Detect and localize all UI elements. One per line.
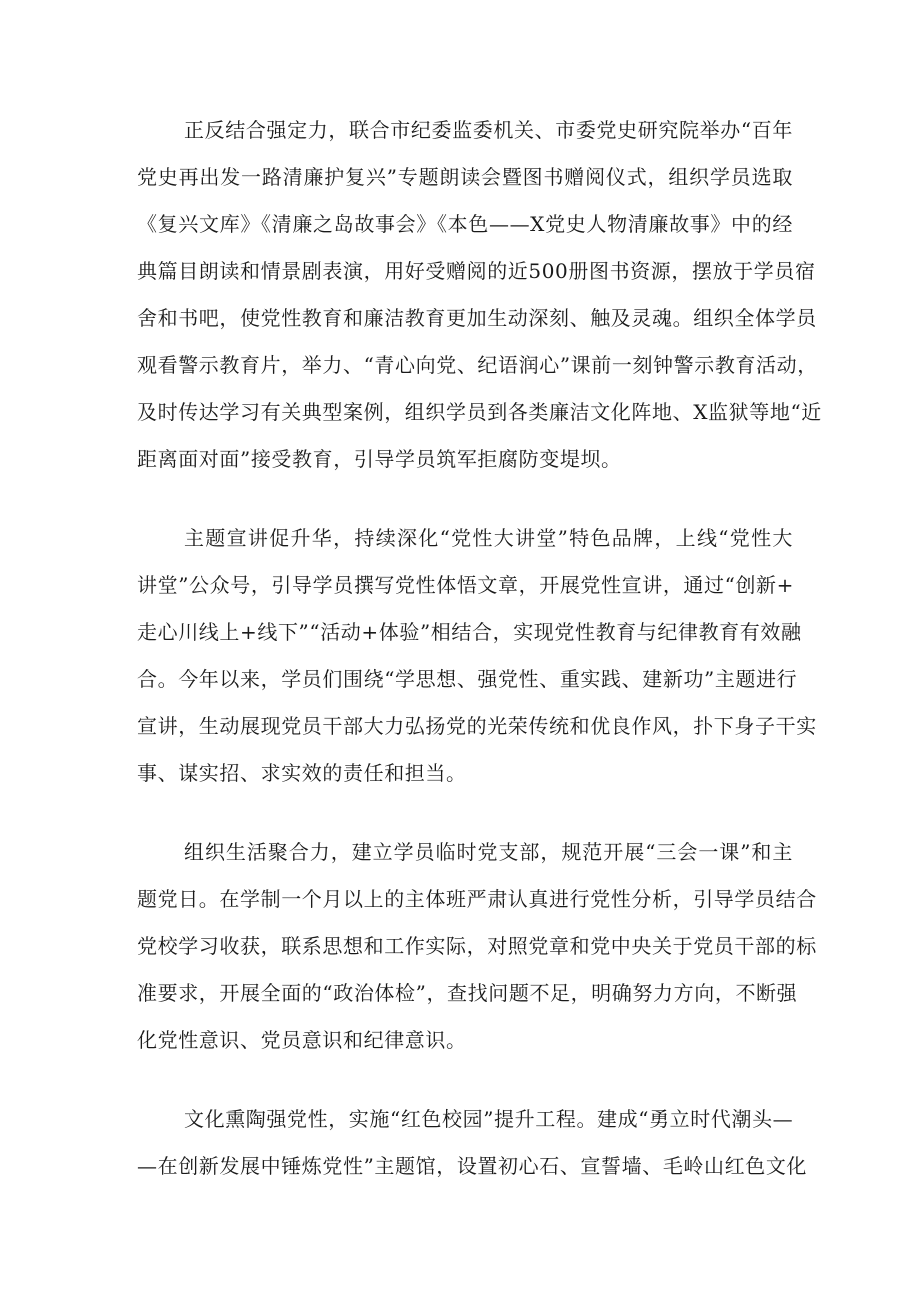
text-line: 舍和书吧，使党性教育和廉洁教育更加生动深刻、触及灵魂。组织全体学员 bbox=[137, 306, 817, 330]
text-line: 题党日。在学制一个月以上的主体班严肃认真进行党性分析，引导学员结合 bbox=[137, 887, 817, 911]
text-line: —在创新发展中锤炼党性”主题馆，设置初心石、宣誓墙、毛岭山红色文化 bbox=[137, 1154, 808, 1178]
text-line: 合。今年以来，学员们围绕“学思想、强党性、重实践、建新功”主题进行 bbox=[137, 667, 798, 691]
text-line: 化党性意识、党员意识和纪律意识。 bbox=[137, 1028, 467, 1052]
text-line: 走心川线上+线下”“活动+体验”相结合，实现党性教育与纪律教育有效融 bbox=[137, 620, 802, 644]
text-line: 宣讲，生动展现党员干部大力弘扬党的光荣传统和优良作风，扑下身子干实 bbox=[137, 714, 817, 738]
text-line: 正反结合强定力，联合市纪委监委机关、市委党史研究院举办“百年 bbox=[184, 118, 793, 142]
text-line: 组织生活聚合力，建立学员临时党支部，规范开展“三会一课”和主 bbox=[184, 840, 793, 864]
text-line: 准要求，开展全面的“政治体检”，查找问题不足，明确努力方向，不断强 bbox=[137, 981, 798, 1005]
text-line: 文化熏陶强党性，实施“红色校园”提升工程。建成“勇立时代潮头— bbox=[184, 1107, 794, 1131]
text-line: 事、谋实招、求实效的责任和担当。 bbox=[137, 761, 467, 785]
text-line: 党史再出发一路清廉护复兴”专题朗读会暨图书赠阅仪式，组织学员选取 bbox=[137, 165, 793, 189]
text-line: 主题宣讲促升华，持续深化“党性大讲堂”特色品牌，上线“党性大 bbox=[184, 526, 793, 550]
text-line: 及时传达学习有关典型案例，组织学员到各类廉洁文化阵地、X监狱等地“近 bbox=[137, 400, 822, 424]
text-line: 党校学习收获，联系思想和工作实际，对照党章和党中央关于党员干部的标 bbox=[137, 934, 817, 958]
text-line: 典篇目朗读和情景剧表演，用好受赠阅的近500册图书资源，摆放于学员宿 bbox=[137, 259, 816, 283]
text-line: 观看警示教育片，举力、“青心向党、纪语润心”课前一刻钟警示教育活动， bbox=[137, 353, 818, 377]
text-line: 讲堂”公众号，引导学员撰写党性体悟文章，开展党性宣讲，通过“创新+ bbox=[137, 573, 795, 597]
text-line: 《复兴文库》《清廉之岛故事会》《本色——X党史人物清廉故事》中的经 bbox=[137, 212, 793, 236]
text-line: 距离面对面”接受教育，引导学员筑军拒腐防变堤坝。 bbox=[137, 447, 622, 471]
